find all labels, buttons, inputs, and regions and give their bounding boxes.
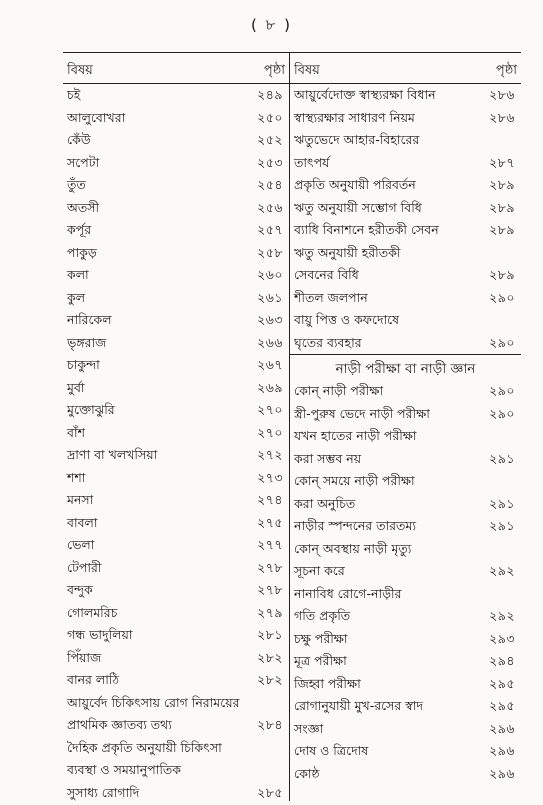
index-page-number: ২৯৬ — [489, 765, 515, 781]
index-subject: সংজ্ঞা — [294, 720, 324, 736]
index-row — [290, 650, 521, 673]
index-subject: দোষ ও ত্রিদোষ — [294, 743, 369, 758]
index-subject: নারিকেল — [67, 312, 112, 327]
index-row — [290, 605, 521, 628]
index-row — [290, 740, 521, 763]
index-subject: বাঁশ — [67, 424, 85, 440]
index-subject: মুক্তোঝুরি — [67, 402, 115, 417]
index-subject: নানাবিধ রোগে-নাড়ীর — [294, 585, 402, 601]
index-row — [63, 669, 289, 692]
index-row — [290, 515, 521, 538]
index-subject: পাকুড় — [67, 244, 97, 260]
index-subject: গতি প্রকৃতি — [294, 608, 351, 623]
index-row — [63, 602, 289, 625]
right-rows — [290, 84, 521, 785]
index-row — [290, 287, 521, 310]
index-page-number: ২৯৫ — [489, 698, 515, 713]
index-subject: সূচনা করে — [294, 563, 345, 578]
index-row — [63, 489, 289, 512]
index-subject: চক্ষু পরীক্ষা — [294, 630, 348, 646]
index-page-number: ২৯১ — [489, 518, 515, 533]
index-row — [63, 152, 289, 175]
index-subject: বায়ু পিত্ত ও কফদোষে — [294, 312, 400, 327]
index-subject: মুর্বা — [67, 379, 85, 395]
index-subject: স্বাস্থ্যরক্ষার সাধারণ নিয়ম — [294, 109, 415, 125]
index-subject: কোন্‌ অবস্থায় নাড়ী মৃত্যু — [294, 540, 412, 556]
index-row — [290, 673, 521, 696]
index-page-number: ২৯৫ — [489, 675, 515, 691]
index-row — [290, 107, 521, 130]
index-subject: কেঁউ — [67, 132, 91, 147]
index-page-number: ২৭৫ — [257, 514, 283, 530]
index-subject: বানর লাঠি — [67, 672, 120, 687]
index-page-number: ২৭২ — [257, 447, 283, 462]
index-row — [290, 448, 521, 471]
index-page-number: ২৫৬ — [257, 199, 283, 215]
index-subject: যখন হাতের নাড়ী পরীক্ষা — [294, 428, 417, 443]
index-row — [290, 174, 521, 197]
index-row — [290, 242, 521, 265]
index-table — [63, 52, 521, 801]
index-page-number: ২৭৭ — [257, 537, 283, 552]
index-subject: রোগানুযায়ী মুখ-রসের স্বাদ — [294, 698, 424, 713]
index-page-number: ২৯০ — [489, 334, 515, 350]
index-subject: প্রাথমিক জ্ঞাতব্য তথ্য — [67, 717, 172, 732]
index-row — [63, 107, 289, 130]
index-subject: টেপারী — [67, 559, 102, 575]
index-page-number: ২৯০ — [489, 289, 515, 305]
index-page-number: ২৮৬ — [489, 109, 515, 125]
index-page-number: ২৬০ — [257, 267, 283, 282]
index-subject: কর্পূর — [67, 222, 92, 237]
index-row — [290, 695, 521, 718]
index-page-number: ২৫০ — [257, 109, 283, 125]
left-header-row — [63, 53, 289, 84]
index-subject: ঋতু অনুযায়ী সম্ভোগ বিধি — [294, 199, 422, 215]
index-page-number: ২৮৯ — [489, 199, 515, 215]
index-page-number: ২৭৮ — [257, 582, 283, 597]
index-row — [63, 692, 289, 715]
index-row — [63, 534, 289, 557]
right-column — [290, 53, 521, 785]
index-subject: তুঁত — [67, 177, 86, 192]
index-row — [63, 399, 289, 422]
index-subject: কোন্‌ সময়ে নাড়ী পরীক্ষা — [294, 473, 415, 488]
index-subject: গোলমরিচ — [67, 604, 118, 620]
index-subject: স্ত্রী-পুরুষ ভেদে নাড়ী পরীক্ষা — [294, 405, 430, 421]
index-row — [63, 444, 289, 467]
index-row — [63, 624, 289, 647]
index-subject: শীতল জলপান — [294, 289, 368, 305]
index-page-number: ২৬৭ — [257, 357, 283, 372]
index-subject: কোন্‌ নাড়ী পরীক্ষা — [294, 383, 384, 398]
section-heading-row — [290, 354, 521, 380]
index-subject: ব্যবস্থা ও সময়ানুপাতিক — [67, 762, 182, 777]
index-row — [290, 538, 521, 561]
index-page-number: ২৭৮ — [257, 559, 283, 575]
index-page-number: ২৮৬ — [489, 87, 515, 102]
index-row — [290, 380, 521, 403]
index-page-number: ২৬১ — [257, 289, 283, 305]
index-subject: দ্রাণা বা খলখসিয়া — [67, 447, 158, 462]
index-row — [63, 354, 289, 377]
index-subject: চাকুন্দা — [67, 357, 100, 372]
index-subject: ব্যাধি বিনাশনে হরীতকী সেবন — [294, 222, 439, 237]
index-page-number: ২৭৩ — [257, 469, 283, 485]
index-page-number: ২৮৫ — [257, 784, 283, 800]
section-heading: নাড়ী পরীক্ষা বা নাড়ী জ্ঞান — [290, 358, 521, 381]
index-subject: কুল — [67, 289, 86, 305]
index-subject: করা সম্ভব নয় — [294, 450, 362, 466]
right-header-row — [290, 53, 521, 84]
index-subject: সুসাধ্য রোগাদি — [67, 784, 140, 800]
index-subject: নাড়ীর স্পন্দনের তারতম্য — [294, 518, 416, 533]
index-page-number: ২৭৯ — [257, 604, 283, 620]
index-page-number: ২৯০ — [489, 383, 515, 398]
index-row — [63, 332, 289, 355]
index-row — [290, 403, 521, 426]
page-header: পৃষ্ঠা — [263, 63, 285, 78]
index-page-number: ২৭৪ — [257, 492, 283, 507]
subject-header: বিষয় — [294, 63, 320, 78]
index-row — [290, 219, 521, 242]
index-row — [290, 332, 521, 355]
index-row — [290, 309, 521, 332]
index-row — [63, 242, 289, 265]
index-row — [290, 718, 521, 741]
index-subject: তাৎপর্য — [294, 154, 330, 170]
index-page-number: ২৮৯ — [489, 267, 515, 282]
index-subject: কলা — [67, 267, 89, 282]
index-subject: বন্দুক — [67, 582, 93, 597]
index-row — [290, 470, 521, 493]
index-page-number: ২৯৪ — [489, 653, 515, 668]
index-row — [290, 264, 521, 287]
index-row — [63, 422, 289, 445]
index-row — [63, 287, 289, 310]
index-page-number: ২৪৯ — [257, 87, 283, 102]
index-page-number: ২৮২ — [257, 649, 283, 665]
index-row — [290, 763, 521, 786]
index-page-number: ২৬৯ — [257, 379, 283, 395]
index-page-number: ২৫৪ — [257, 177, 283, 192]
index-row — [63, 512, 289, 535]
index-subject: আয়ুর্বেদ চিকিৎসায় রোগ নিরাময়ের — [67, 694, 240, 710]
index-row — [63, 557, 289, 580]
index-row — [63, 84, 289, 107]
index-row — [63, 264, 289, 287]
page-number: ( ৮ ) — [251, 16, 292, 34]
index-subject: ভেলা — [67, 537, 95, 552]
index-row — [290, 84, 521, 107]
index-row — [290, 425, 521, 448]
index-page-number: ২৮১ — [257, 627, 283, 642]
index-row — [290, 197, 521, 220]
left-column — [63, 53, 289, 804]
index-row — [290, 493, 521, 516]
index-page-number: ২৫৭ — [257, 222, 283, 237]
index-row — [63, 377, 289, 400]
index-page-number: ২৫৩ — [257, 154, 283, 170]
index-subject: প্রকৃতি অনুযায়ী পরিবর্তন — [294, 177, 416, 192]
index-page-number: ২৬৩ — [257, 312, 283, 327]
index-subject: ঘৃতের ব্যবহার — [294, 334, 362, 350]
index-subject: শশা — [67, 469, 86, 485]
index-row — [63, 219, 289, 242]
index-subject: আলুবোখরা — [67, 109, 126, 125]
index-page-number: ২৮২ — [257, 672, 283, 687]
index-row — [63, 309, 289, 332]
index-row — [63, 759, 289, 782]
index-page-number: ২৭০ — [257, 424, 283, 440]
index-row — [290, 129, 521, 152]
index-subject: পিঁয়াজ — [67, 649, 102, 665]
index-subject: দৈহিক প্রকৃতি অনুযায়ী চিকিৎসা — [67, 739, 222, 755]
index-subject: ভৃঙ্গরাজ — [67, 334, 107, 350]
index-subject: চই — [67, 87, 81, 102]
index-page-number: ২৯৬ — [489, 743, 515, 758]
index-subject: করা অনুচিত — [294, 495, 356, 511]
index-subject: সপেটা — [67, 154, 100, 170]
subject-header: বিষয় — [67, 63, 93, 78]
index-row — [63, 174, 289, 197]
index-page-number: ২৮৯ — [489, 177, 515, 192]
index-subject: ঋতুভেদে আহার-বিহারের — [294, 132, 420, 147]
index-page-number: ২৫৮ — [257, 244, 283, 260]
index-page-number: ২৯১ — [489, 495, 515, 511]
index-row — [63, 714, 289, 737]
index-subject: আয়ুর্বেদোক্ত স্বাস্থ্যরক্ষা বিধান — [294, 87, 436, 102]
index-row — [63, 737, 289, 760]
index-page-number: ২৮৯ — [489, 222, 515, 237]
index-page-number: ২৮৪ — [257, 717, 283, 732]
index-page-number: ২৭০ — [257, 402, 283, 417]
index-row — [290, 628, 521, 651]
page-header: পৃষ্ঠা — [495, 63, 517, 78]
index-page-number: ২৫২ — [257, 132, 283, 147]
index-subject: বাবলা — [67, 514, 98, 530]
index-subject: গন্ধ ভাদুলিয়া — [67, 627, 133, 642]
index-row — [63, 647, 289, 670]
index-row — [63, 782, 289, 805]
index-subject: ঋতু অনুযায়ী হরীতকী — [294, 244, 401, 260]
index-page-number: ২৯৩ — [489, 630, 515, 646]
left-rows — [63, 84, 289, 804]
index-row — [63, 467, 289, 490]
index-subject: কোষ্ঠ — [294, 765, 320, 781]
index-page-number: ২৯৬ — [489, 720, 515, 736]
index-subject: জিহ্বা পরীক্ষা — [294, 675, 361, 691]
index-page-number: ২৬৬ — [257, 334, 283, 350]
index-row — [63, 197, 289, 220]
index-subject: সেবনের বিধি — [294, 267, 359, 282]
index-subject: মূত্র পরীক্ষা — [294, 653, 347, 668]
index-row — [63, 579, 289, 602]
index-page-number: ২৮৭ — [489, 154, 515, 170]
index-row — [290, 583, 521, 606]
index-subject: অতসী — [67, 199, 100, 215]
index-row — [63, 129, 289, 152]
index-page-number: ২৯০ — [489, 405, 515, 421]
index-page-number: ২৯১ — [489, 450, 515, 466]
index-page-number: ২৯২ — [489, 563, 515, 578]
index-row — [290, 560, 521, 583]
index-page-number: ২৯২ — [489, 608, 515, 623]
index-subject: মনসা — [67, 492, 94, 507]
index-row — [290, 152, 521, 175]
